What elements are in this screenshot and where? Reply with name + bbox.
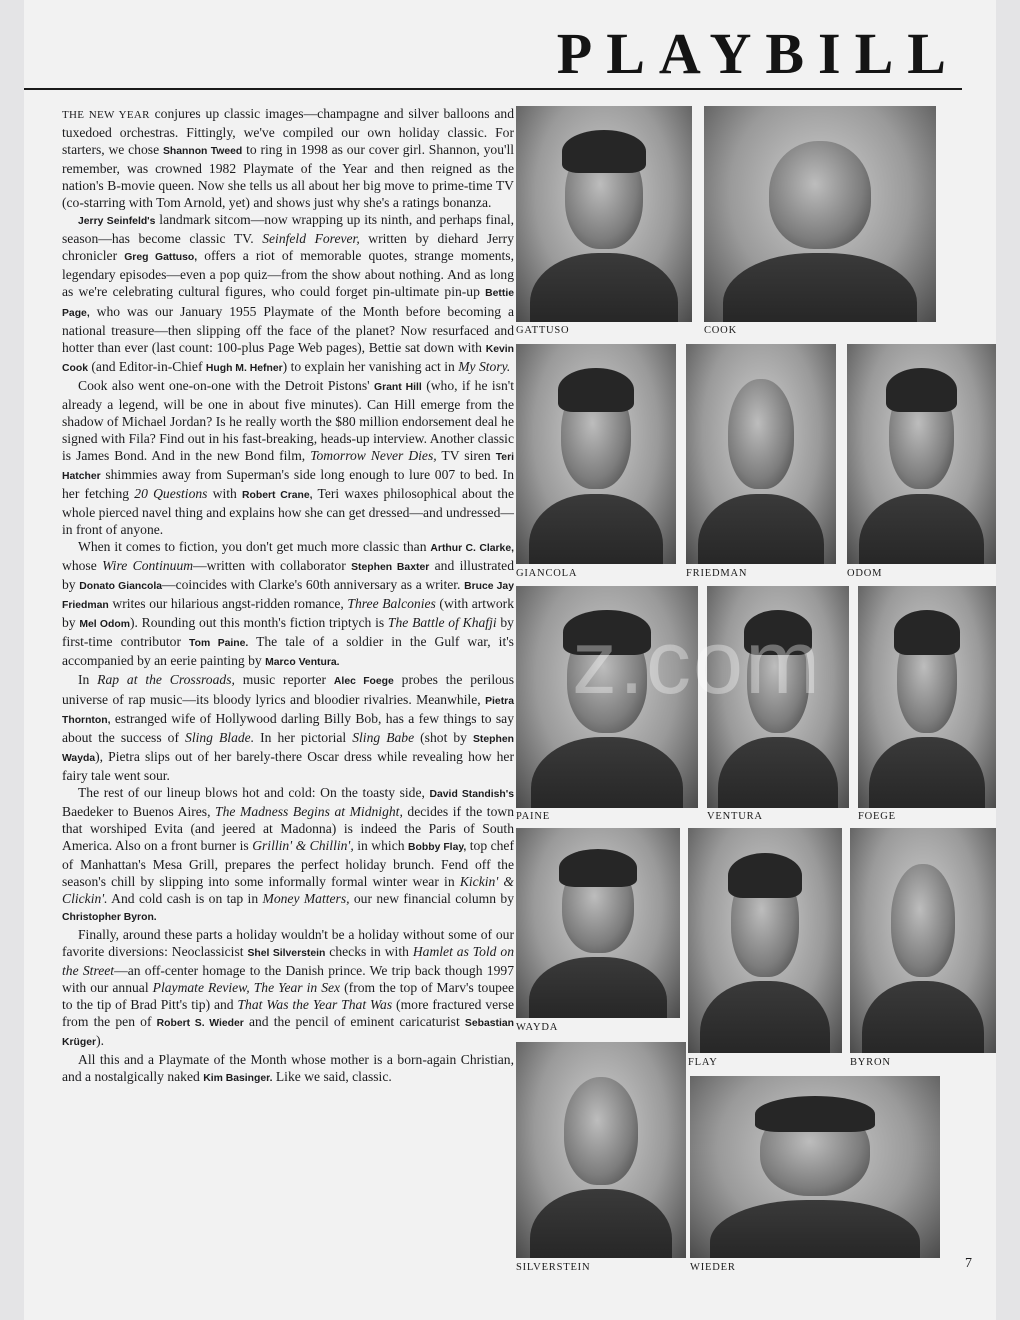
person-name: Bettie Page, [62, 288, 514, 319]
paragraph-2: Jerry Seinfeld's landmark sitcom—now wrapping up its ninth, and perhaps final, season—has become classic TV. Seinfeld Forever, written by diehard Jerry chronicler Greg Gattuso, offers a riot of memorable quotes, strange moments, legendary episodes—even a pop quiz—from the show about nothing. And as long as we're celebrating cultural figures, who could forget pin-ultimate pin-up Bettie Page, who was our January 1955 Playmate of the Month before becoming a national treasure—then slipping off the face of the planet? Now resurfaced and hotter than ever (last count: 100-plus Page Web pages), Bettie sat down with Kevin Cook (and Editor-in-Chief Hugh M. Hefner) to explain her vanishing act in My Story. [62, 212, 515, 374]
title-italic: The Madness Begins at Midnight, [215, 803, 403, 819]
lead-in: THE NEW YEAR [62, 109, 150, 121]
contributor-photo-silverstein [516, 1042, 686, 1258]
caption-byron: BYRON [850, 1057, 891, 1068]
paragraph-4: When it comes to fiction, you don't get much more classic than Arthur C. Clarke, whose Wire Continuum—written with collaborator Stephen Baxter and illustrated by Donato Giancola—coincides with Clarke's 60th anniversary as a writer. Bruce Jay Friedman writes our hilarious angst-ridden romance, Three Balconies (with artwork by Mel Odom). Rounding out this month's fiction triptych is The Battle of Khafji by first-time contributor Tom Paine. The tale of a soldier in the Gulf war, it's accompanied by an eerie painting by Marco Ventura. [62, 539, 514, 669]
title-italic: 20 Questions [134, 485, 208, 501]
person-name: Arthur C. Clarke, [430, 543, 514, 555]
person-name: Donato Giancola [79, 581, 162, 593]
caption-gattuso: GATTUSO [516, 325, 570, 336]
caption-giancola: GIANCOLA [516, 568, 578, 579]
person-name: Teri Hatcher [62, 451, 515, 482]
masthead: PLAYBILL [556, 21, 960, 86]
person-name: Hugh M. Hefner [205, 362, 283, 374]
title-italic: My Story. [458, 358, 511, 374]
title-italic: Wire Continuum [102, 558, 194, 574]
person-name: Kim Basinger. [203, 1073, 273, 1085]
contributor-photo-byron [850, 828, 996, 1053]
title-italic: Three Balconies [347, 596, 436, 612]
caption-ventura: VENTURA [707, 811, 763, 822]
paragraph-1: THE NEW YEAR conjures up classic images—champagne and silver balloons and tuxedoed orchestras. Fittingly, we've compiled our own holiday classic. For starters, we chose Shannon Tweed to ring in 1998 as our cover girl. Shannon, you'll remember, was crowned 1982 Playmate of the Year and then reigned as the nation's B-movie queen. Now she tells us all about her big move to prime-time TV (co-starring with Tom Arnold, yet) and shows just why she's a ratings bonanza. [62, 106, 515, 211]
title-italic: Playmate Review, The Year in Sex [152, 980, 341, 996]
title-italic: Money Matters, [262, 891, 350, 907]
person-name: Jerry Seinfeld's [78, 216, 156, 228]
contributor-photo-gattuso [516, 106, 692, 322]
paragraph-8: All this and a Playmate of the Month whose mother is a born-again Christian, and a nostalgically naked Kim Basinger. Like we said, classic. [62, 1052, 514, 1085]
article-column [62, 105, 514, 1088]
title-italic: Rap at the Crossroads, [97, 672, 235, 688]
person-name: Bruce Jay Friedman [62, 581, 514, 612]
caption-foege: FOEGE [858, 811, 896, 822]
title-italic: Hamlet as Told on the Street [62, 944, 514, 979]
person-name: Stephen Baxter [351, 562, 430, 574]
caption-flay: FLAY [688, 1057, 718, 1068]
contributor-photo-cook [704, 106, 936, 322]
caption-paine: PAINE [516, 811, 550, 822]
contributor-photo-friedman [686, 344, 836, 564]
contributor-photo-wayda [516, 828, 680, 1018]
contributor-photo-wieder [690, 1076, 940, 1258]
person-name: Robert Crane, [242, 489, 313, 501]
masthead-rule [24, 88, 962, 90]
person-name: Bobby Flay, [408, 841, 467, 853]
title-italic: Grillin' & Chillin', [252, 837, 354, 853]
person-name: Grant Hill [374, 381, 422, 393]
person-name: Marco Ventura. [265, 657, 340, 669]
caption-wieder: WIEDER [690, 1262, 736, 1273]
person-name: Alec Foege [333, 676, 394, 688]
person-name: Kevin Cook [62, 343, 514, 374]
title-italic: Sling Blade. [185, 729, 255, 745]
contributor-photo-giancola [516, 344, 676, 564]
contributor-photo-odom [847, 344, 996, 564]
watermark: z.com [572, 613, 823, 713]
person-name: Shel Silverstein [247, 948, 326, 960]
person-name: Stephen Wayda [62, 733, 514, 764]
contributor-photo-flay [688, 828, 842, 1053]
title-italic: The Battle of Khafji [387, 615, 497, 631]
person-name: Greg Gattuso, [124, 252, 198, 264]
person-name: Pietra Thornton, [62, 695, 514, 726]
person-name: Sebastian Krüger [62, 1018, 515, 1049]
paragraph-5: In Rap at the Crossroads, music reporter Alec Foege probes the perilous universe of rap music—its bloody lyrics and bloodier rivalries. Meanwhile, Pietra Thornton, estranged wife of Hollywood darling Billy Bob, has a few things to say about the success of Sling Blade. In her pictorial Sling Babe (shot by Stephen Wayda), Pietra slips out of her barely-there Oscar dress while revealing how her fairy tale went sour. [62, 672, 514, 783]
person-name: Shannon Tweed [162, 146, 243, 158]
page-number: 7 [965, 1256, 972, 1271]
person-name: Christopher Byron. [62, 912, 157, 924]
caption-silverstein: SILVERSTEIN [516, 1262, 591, 1273]
caption-odom: ODOM [847, 568, 883, 579]
person-name: Robert S. Wieder [156, 1018, 244, 1030]
caption-friedman: FRIEDMAN [686, 568, 748, 579]
title-italic: Sling Babe [352, 729, 415, 745]
person-name: Mel Odom [79, 619, 130, 631]
paragraph-3: Cook also went one-on-one with the Detroit Pistons' Grant Hill (who, if he isn't already a legend, will be one in about five minutes). Can Hill emerge from the shadow of Michael Jordan? Is he really worth the $80 million endorsement deal he signed with Fila? Find out in his fast-breaking, heads-up interview. Another classic is James Bond. And in the new Bond film, Tomorrow Never Dies, TV siren Teri Hatcher shimmies away from Superman's side long enough to lure 007 to bed. In her fetching 20 Questions with Robert Crane, Teri waxes philosophical about the whole pierced navel thing and explains how she can get dressed—and undressed—in front of anyone. [62, 377, 515, 538]
contributor-photo-foege [858, 586, 996, 808]
title-italic: Kickin' & Clickin'. [62, 873, 514, 907]
title-italic: Seinfeld Forever, [262, 231, 360, 247]
title-italic: Tomorrow Never Dies, [310, 447, 437, 463]
paragraph-6: The rest of our lineup blows hot and cold: On the toasty side, David Standish's Baedeker to Buenos Aires, The Madness Begins at Midnight, decides if the town that worshiped Evita (and jeered at Madonna) is indeed the Paris of South America. Also on a front burner is Grillin' & Chillin', in which Bobby Flay, top chef of Manhattan's Mesa Grill, prepares the perfect holiday brunch. Fend off the season's chill by slipping into some informally formal winter wear in Kickin' & Clickin'. And cold cash is on tap in Money Matters, our new financial column by Christopher Byron. [62, 784, 514, 924]
caption-cook: COOK [704, 325, 737, 336]
magazine-page [24, 0, 996, 1320]
person-name: Tom Paine. [189, 638, 249, 650]
paragraph-7: Finally, around these parts a holiday wouldn't be a holiday without some of our favorite diversions: Neoclassicist Shel Silverstein checks in with Hamlet as Told on the Street—an off-center homage to the Danish prince. We trip back though 1997 with our annual Playmate Review, The Year in Sex (from the top of Marv's toupee to the tip of Brad Pitt's tip) and That Was the Year That Was (more fractured verse from the pen of Robert S. Wieder and the pencil of eminent caricaturist Sebastian Krüger). [62, 927, 515, 1049]
person-name: David Standish's [429, 788, 514, 800]
caption-wayda: WAYDA [516, 1022, 559, 1033]
title-italic: That Was the Year That Was [237, 997, 393, 1013]
